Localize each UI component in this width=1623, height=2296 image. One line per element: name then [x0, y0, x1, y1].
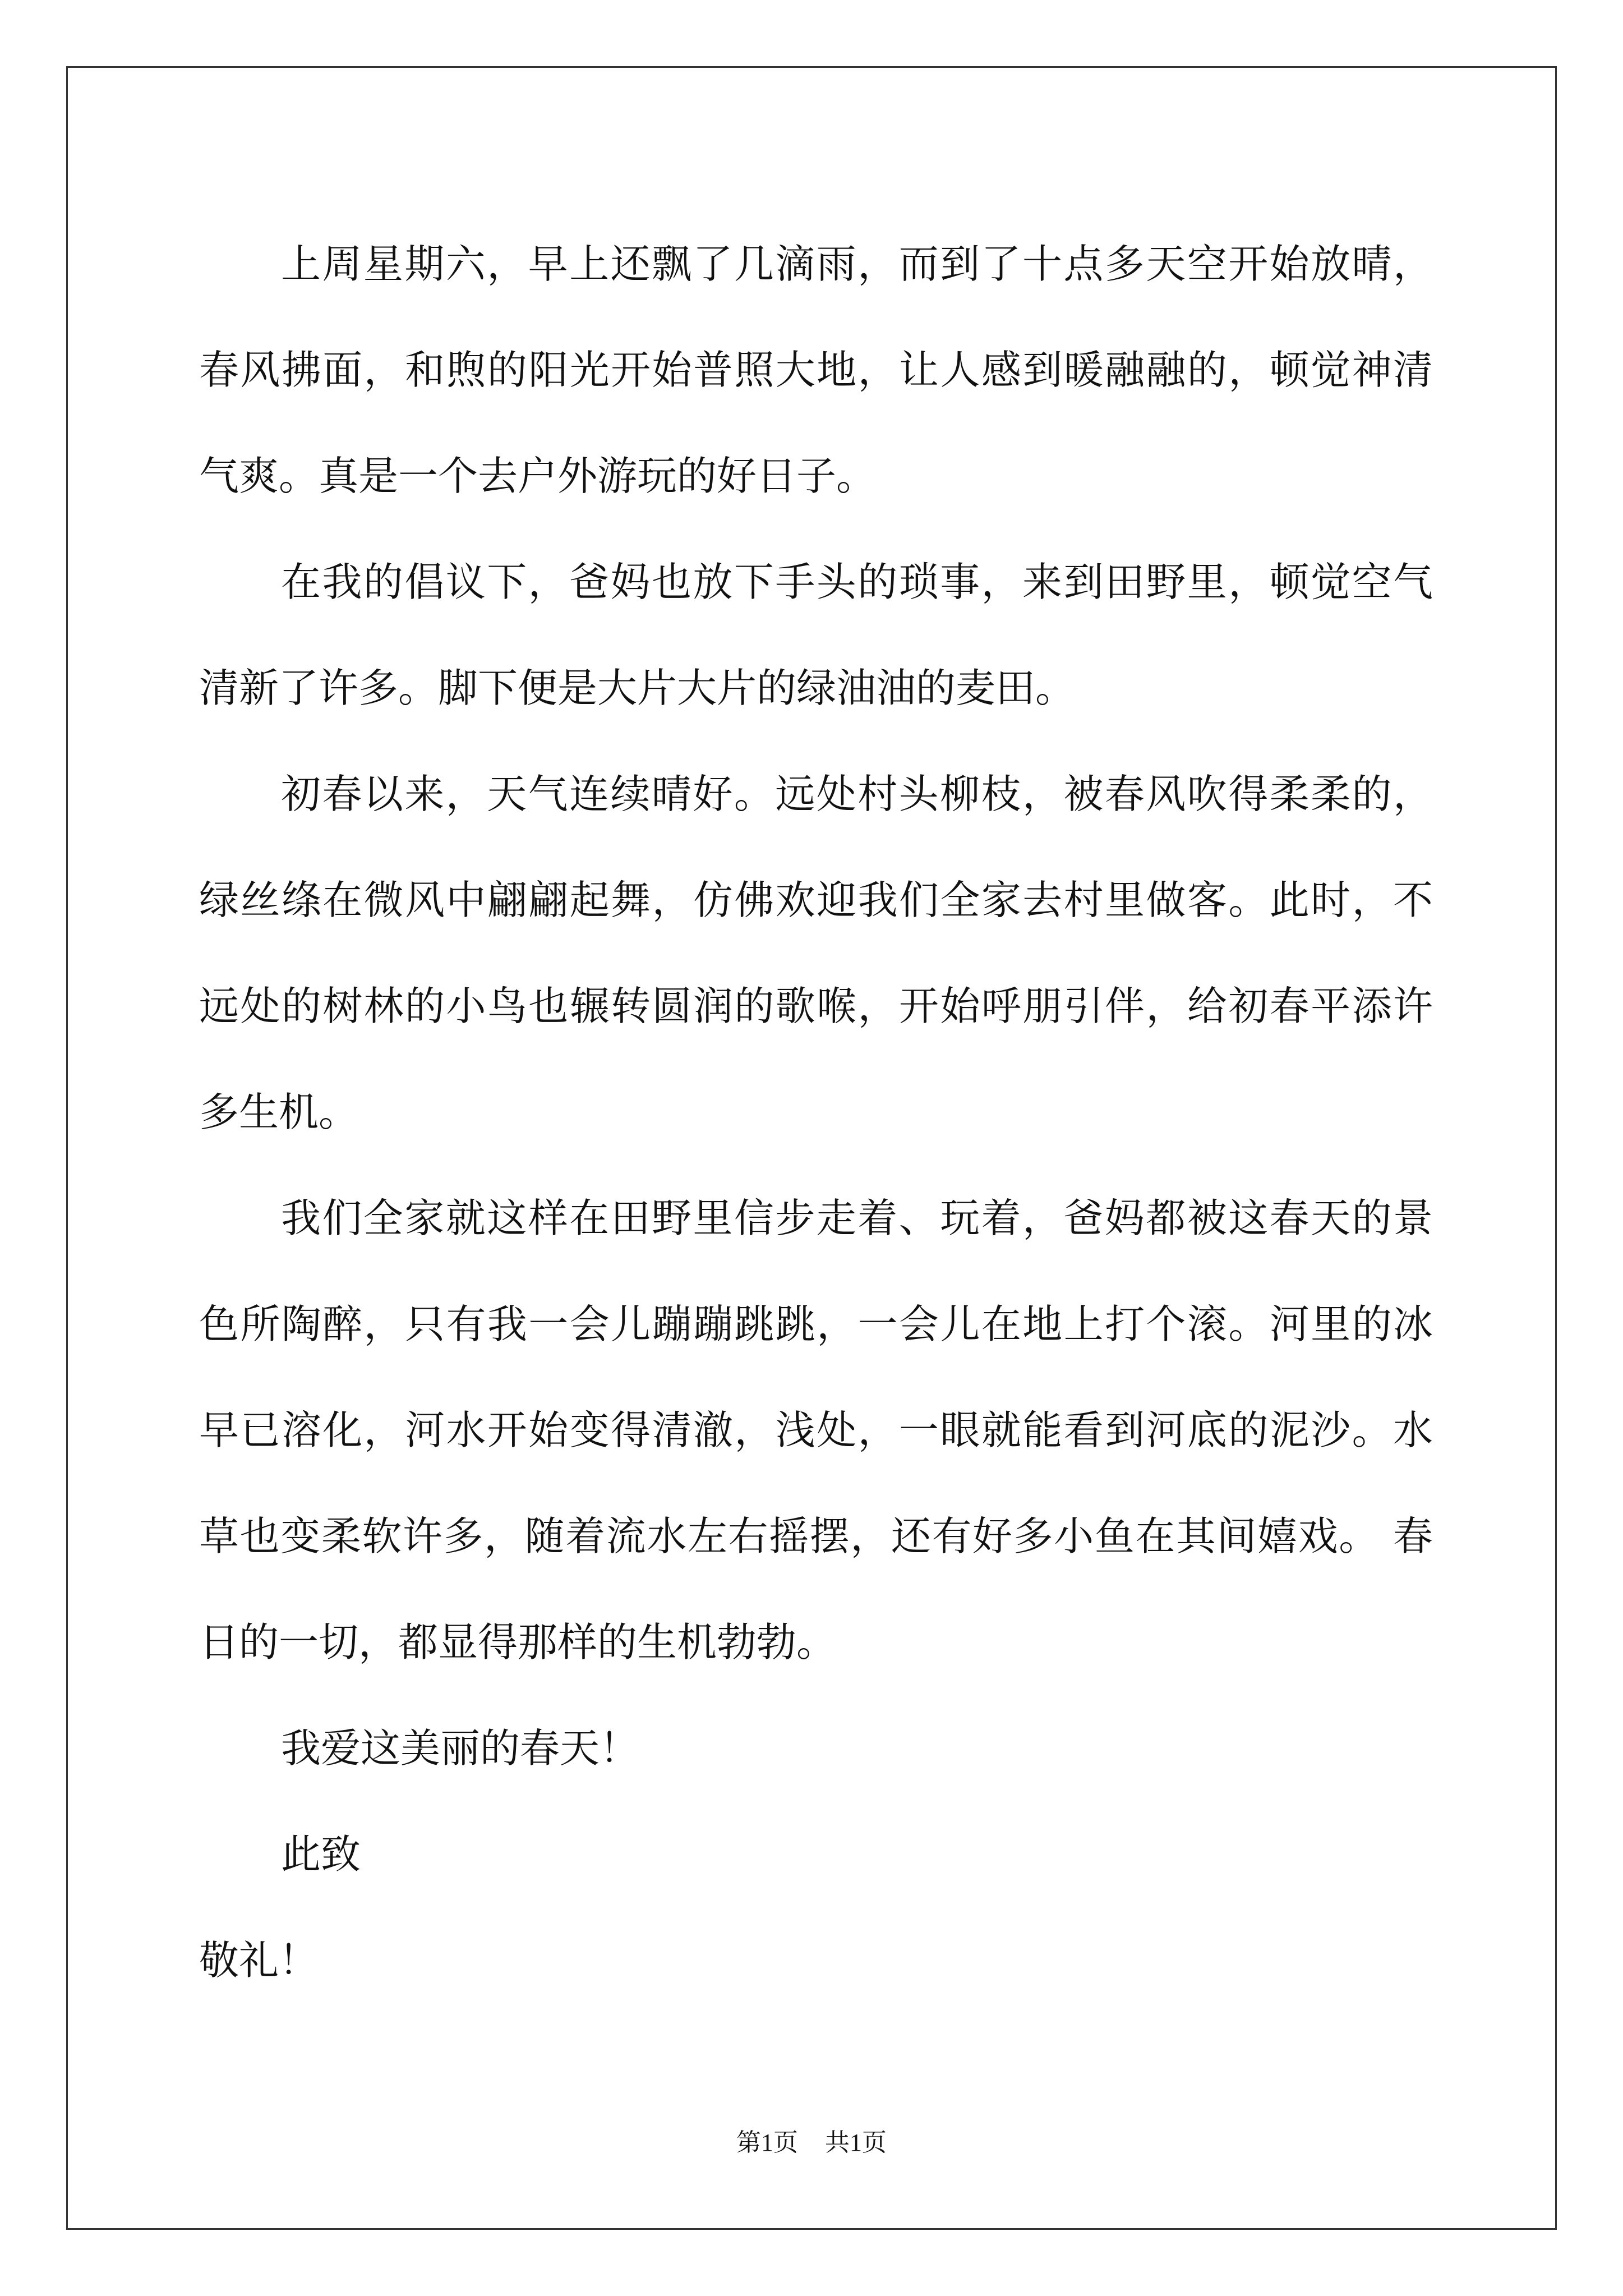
paragraph-1: 上周星期六，早上还飘了几滴雨，而到了十点多天空开始放晴，春风拂面，和煦的阳光开始普照大地，让人感到暖融融的，顿觉神清气爽。真是一个去户外游玩的好日子。: [199, 241, 1433, 499]
paragraph-3: 初春以来，天气连续晴好。远处村头柳枝，被春风吹得柔柔的，绿丝绦在微风中翩翩起舞，仿佛欢迎我们全家去村里做客。此时，不远处的树林的小鸟也辗转圆润的歌喉，开始呼朋引伴，给初春平添许多生机。: [199, 771, 1433, 1135]
paragraph-5: 我爱这美丽的春天！: [281, 1725, 640, 1772]
closing-line: 敬礼！: [199, 1937, 319, 1984]
letter-body: [199, 211, 1433, 2013]
page-footer: [0, 2126, 1623, 2160]
paragraph-2: 在我的倡议下，爸妈也放下手头的琐事，来到田野里，顿觉空气清新了许多。脚下便是大片大片的绿油油的麦田。: [199, 559, 1433, 711]
salutation-line: 此致: [281, 1831, 361, 1878]
page-total: 共1页: [825, 2129, 887, 2156]
page-number: 第1页: [736, 2129, 798, 2156]
paragraph-4: 我们全家就这样在田野里信步走着、玩着，爸妈都被这春天的景色所陶醉，只有我一会儿蹦蹦跳跳，一会儿在地上打个滚。河里的冰早已溶化，河水开始变得清澈，浅处，一眼就能看到河底的泥沙。水草也变柔软许多，随着流水左右摇摆，还有好多小鱼在其间嬉戏。 春日的一切，都显得那样的生机勃勃。: [199, 1195, 1433, 1665]
